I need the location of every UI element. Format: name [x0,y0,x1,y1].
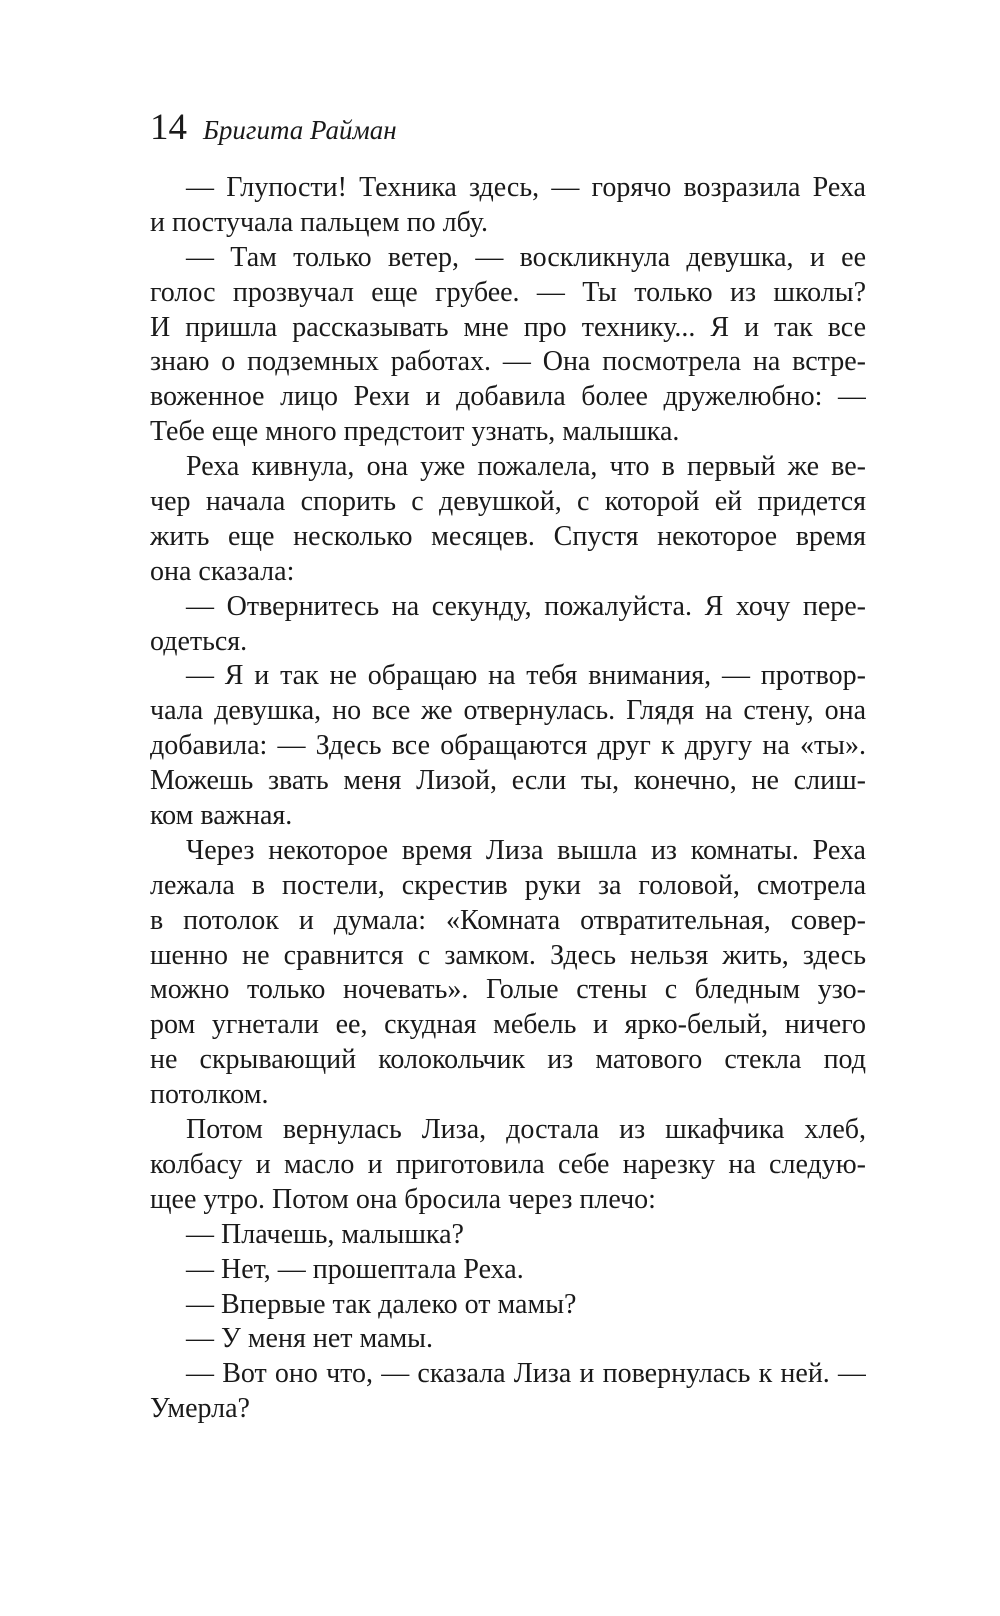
body-text [150,171,866,1427]
text-line: жить еще несколько месяцев. Спустя некоторое время [150,520,866,552]
text-line: ком важная. [150,800,293,832]
running-header [150,103,397,153]
text-line: Можешь звать меня Лизой, если ты, конечно, не слиш- [150,765,866,797]
text-line: одеться. [150,625,248,657]
text-line: знаю о подземных работах. — Она посмотрела на встре- [150,346,866,378]
text-line: голос прозвучал еще грубее. — Ты только из школы? [150,276,866,308]
text-line: — Отвернитесь на секунду, пожалуйста. Я хочу пере- [186,590,866,622]
text-line: не скрывающий колокольчик из матового стекла под [150,1044,866,1076]
text-line: ром угнетали ее, скудная мебель и ярко-белый, ничего [150,1009,866,1041]
text-line: — Там только ветер, — воскликнула девушка, и ее [186,241,866,273]
text-line: можно только ночевать». Голые стены с бледным узо- [150,974,866,1006]
text-line: добавила: — Здесь все обращаются друг к другу на «ты». [150,730,866,762]
text-line: Потом вернулась Лиза, достала из шкафчика хлеб, [186,1114,866,1146]
text-line: воженное лицо Рехи и добавила более дружелюбно: — [150,381,866,413]
text-line: лежала в постели, скрестив руки за головой, смотрела [150,869,866,901]
text-line: чала девушка, но все же отвернулась. Глядя на стену, она [150,695,866,727]
text-line: колбасу и масло и приготовила себе нарезку на следую- [150,1148,866,1180]
text-line: Через некоторое время Лиза вышла из комнаты. Реха [186,834,866,866]
text-line: чер начала спорить с девушкой, с которой ей придется [150,486,866,518]
text-line: потолком. [150,1079,269,1111]
text-line: щее утро. Потом она бросила через плечо: [150,1183,656,1215]
text-line: И пришла рассказывать мне про технику... Я и так все [150,311,866,343]
text-line: — Я и так не обращаю на тебя внимания, — протвор- [186,660,866,692]
page-number: 14 [150,107,187,148]
text-line: она сказала: [150,555,295,587]
text-line: Тебе еще много предстоит узнать, малышка. [150,416,680,448]
text-line: — Вот оно что, — сказала Лиза и повернулась к ней. — [186,1358,866,1390]
text-line: в потолок и думала: «Комната отвратительная, совер- [150,904,866,936]
text-line: — Плачешь, малышка? [186,1218,464,1250]
text-line: — Глупости! Техника здесь, — горячо возразила Реха [186,172,866,203]
text-line: — Впервые так далеко от мамы? [186,1288,577,1320]
text-line: — Нет, — прошептала Реха. [186,1253,524,1285]
text-line: — У меня нет мамы. [186,1323,433,1355]
text-line: шенно не сравнится с замком. Здесь нельзя жить, здесь [150,939,866,971]
author-name: Бригита Райман [203,115,397,145]
text-line: Умерла? [150,1393,250,1425]
text-line: Реха кивнула, она уже пожалела, что в первый же ве- [186,451,866,483]
text-line: и постучала пальцем по лбу. [150,206,488,238]
